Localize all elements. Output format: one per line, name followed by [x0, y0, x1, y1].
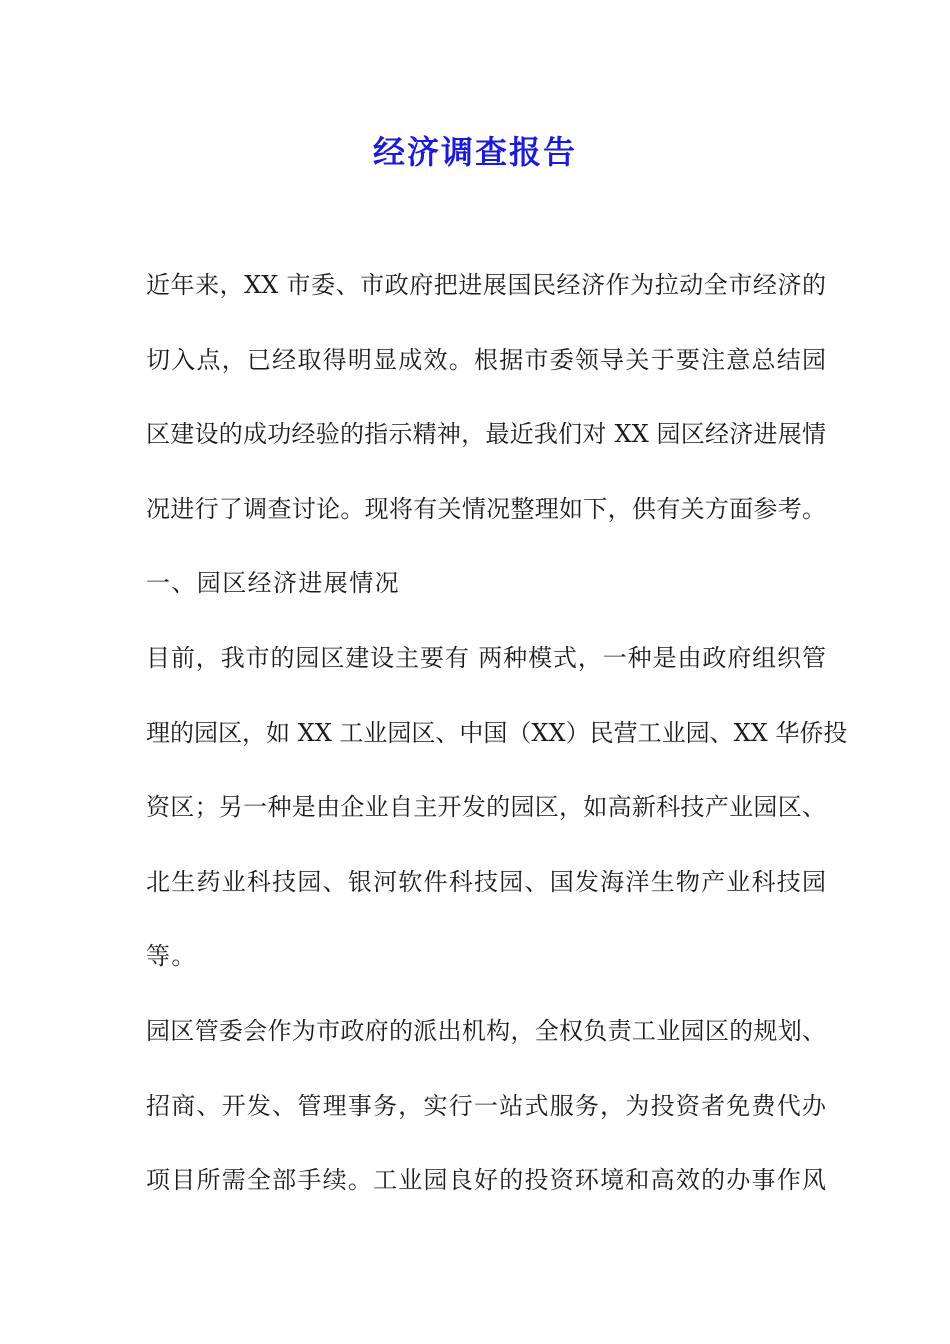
body-line: 目前，我市的园区建设主要有 两种模式，一种是由政府组织管 — [146, 643, 826, 672]
body-line: 园区管委会作为市政府的派出机构，全权负责工业园区的规划、 — [146, 1016, 826, 1045]
section-heading: 一、园区经济进展情况 — [146, 569, 400, 598]
body-line: 等。 — [146, 942, 197, 971]
document-body — [146, 262, 848, 1232]
body-line: 招商、开发、管理事务，实行一站式服务，为投资者免费代办 — [146, 1091, 826, 1120]
body-line: 资区；另一种是由企业自主开发的园区，如高新科技产业园区、 — [146, 793, 826, 822]
body-line: 项目所需全部手续。工业园良好的投资环境和高效的办事作风 — [146, 1166, 826, 1195]
body-line: 区建设的成功经验的指示精神，最近我们对 XX 园区经济进展情 — [146, 420, 826, 449]
body-line: 北生药业科技园、银河软件科技园、国发海洋生物产业科技园 — [146, 867, 826, 896]
body-line: 况进行了调查讨论。现将有关情况整理如下，供有关方面参考。 — [146, 494, 826, 523]
body-line: 理的园区，如 XX 工业园区、中国（XX）民营工业园、XX 华侨投 — [146, 718, 848, 747]
document-title: 经济调查报告 — [372, 133, 577, 171]
body-line: 近年来，XX 市委、市政府把进展国民经济作为拉动全市经济的 — [146, 271, 826, 299]
body-line: 切入点，已经取得明显成效。根据市委领导关于要注意总结园 — [146, 345, 826, 374]
